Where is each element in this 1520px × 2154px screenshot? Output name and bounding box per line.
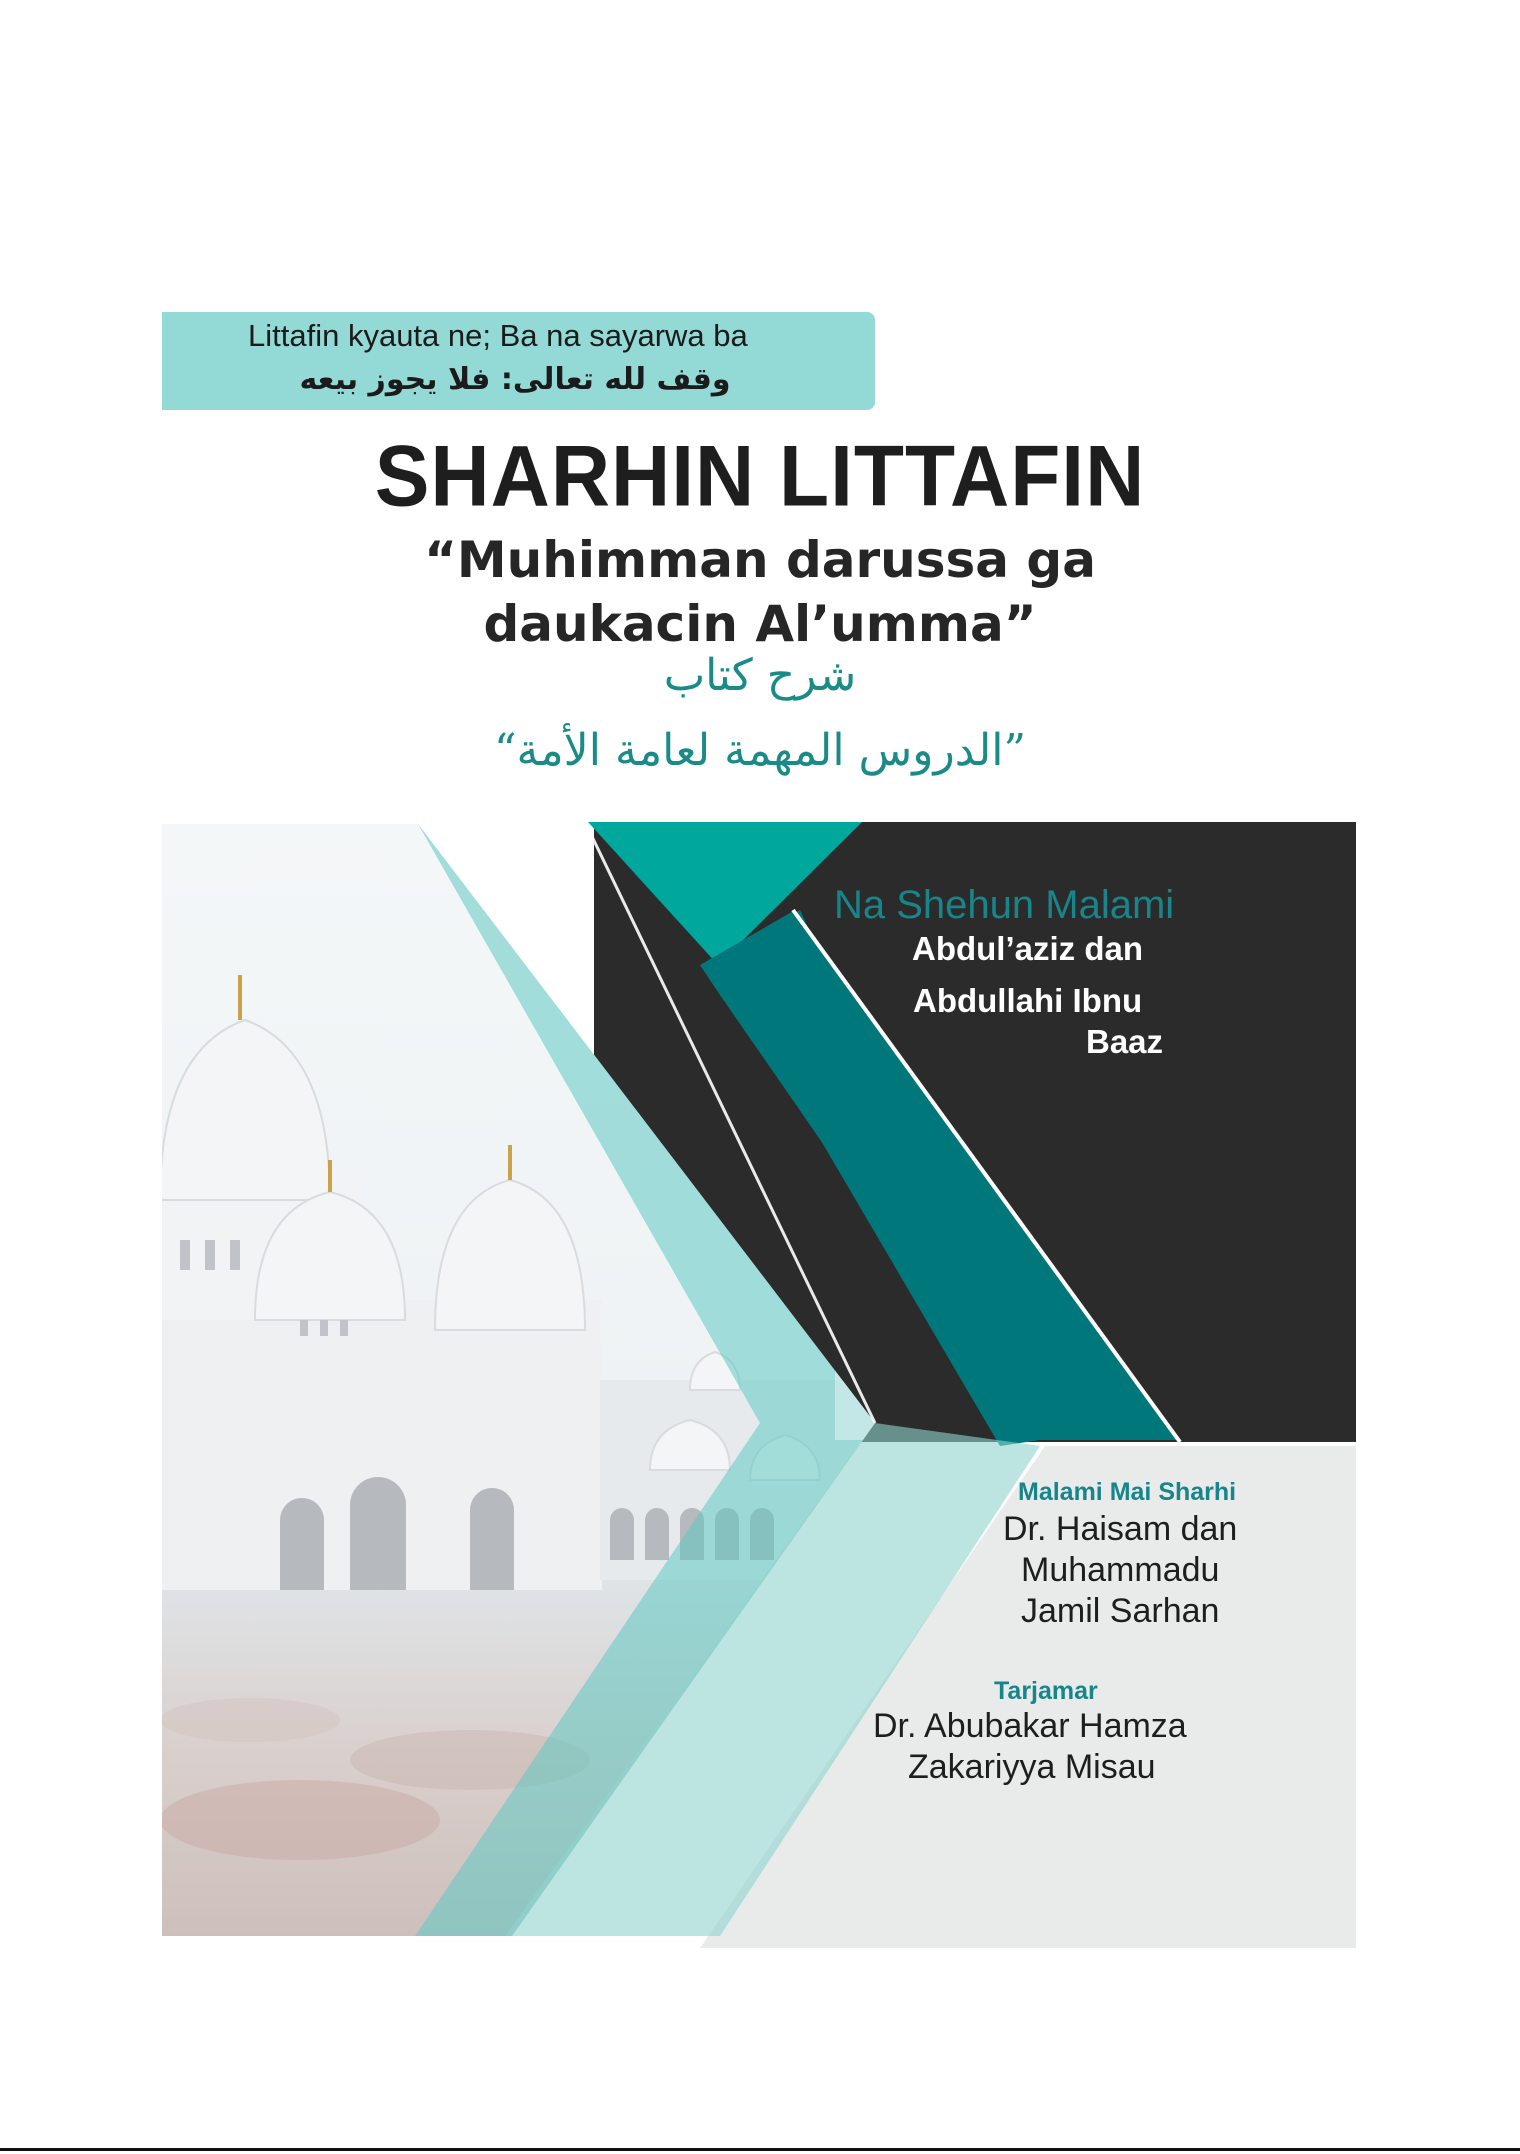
author-name-line-3: Baaz <box>1086 1023 1164 1060</box>
subtitle-line-1: “Muhimman darussa ga <box>424 531 1096 589</box>
waqf-notice-hausa: Littafin kyauta ne; Ba na sayarwa ba <box>248 318 748 353</box>
book-title: SHARHIN LITTAFIN <box>374 428 1146 525</box>
author-name-line-2: Abdullahi Ibnu <box>913 982 1143 1019</box>
translator-name-line-2: Zakariyya Misau <box>908 1748 1156 1786</box>
commentator-name-line-2: Muhammadu <box>1021 1551 1220 1589</box>
author-name-line-1: Abdul’aziz dan <box>912 930 1143 967</box>
subtitle-line-2: daukacin Al’umma” <box>483 595 1037 653</box>
arabic-title-line-1: شرح كتاب <box>663 650 857 701</box>
arabic-title-line-2: ”الدروس المهمة لعامة الأمة“ <box>494 725 1026 776</box>
author-label: Na Shehun Malami <box>834 883 1175 927</box>
commentator-name-line-1: Dr. Haisam dan <box>1003 1510 1238 1548</box>
commentator-label: Malami Mai Sharhi <box>1018 1478 1237 1506</box>
page-bottom-rule <box>0 2148 1520 2151</box>
translator-label: Tarjamar <box>994 1677 1098 1705</box>
translator-name-line-1: Dr. Abubakar Hamza <box>873 1707 1187 1745</box>
commentator-name-line-3: Jamil Sarhan <box>1021 1592 1220 1630</box>
waqf-notice-arabic: وقف لله تعالى: فلا يجوز بيعه <box>299 362 731 397</box>
